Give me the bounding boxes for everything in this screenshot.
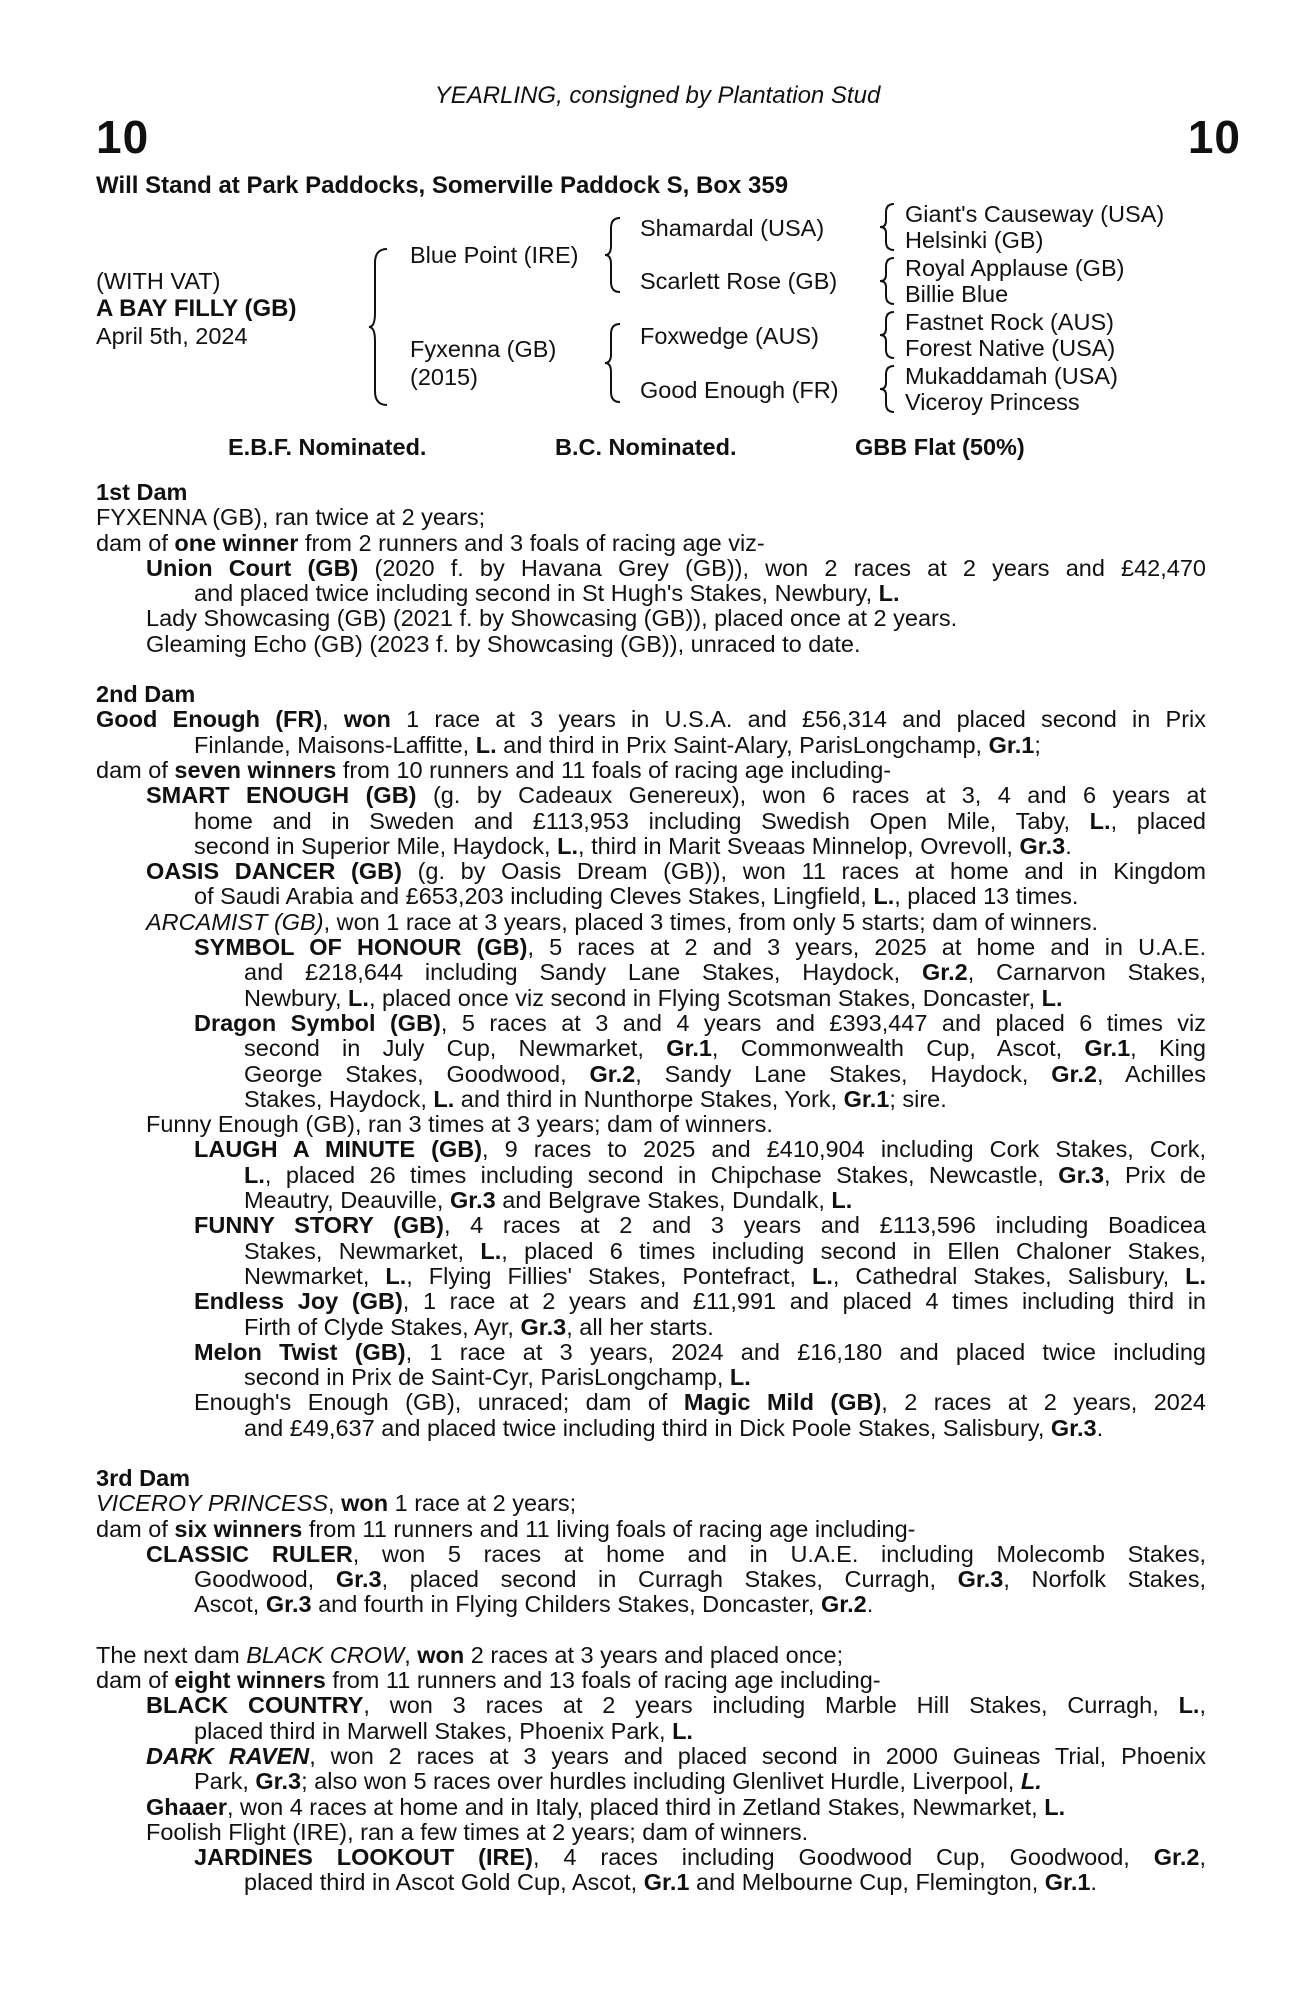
- stand-location: Will Stand at Park Paddocks, Somerville Paddock S, Box 359: [96, 172, 789, 199]
- dragon-symbol-entry: Dragon Symbol (GB), 5 races at 3 and 4 years and £393,447 and placed 6 times viz: [194, 1009, 1206, 1036]
- melon-twist-entry: Melon Twist (GB), 1 race at 3 years, 2024 and £16,180 and placed twice including: [194, 1338, 1206, 1365]
- brace-g4: [878, 364, 896, 414]
- great-granddam-2: Billie Blue: [905, 281, 1009, 307]
- foaling-date: April 5th, 2024: [96, 323, 248, 349]
- first-dam-heading: 1st Dam: [96, 479, 188, 505]
- symbol-of-honour-cont2: Newbury, L., placed once viz second in Flying Scotsman Stakes, Doncaster, L.: [244, 984, 1063, 1011]
- union-court-entry: Union Court (GB) (2020 f. by Havana Grey (GB)), won 2 races at 2 years and £42,470: [146, 554, 1206, 581]
- lot-number-left: 10: [96, 111, 150, 163]
- funny-story-cont2: Newmarket, L., Flying Fillies' Stakes, Pontefract, L., Cathedral Stakes, Salisbury, L.: [244, 1262, 1206, 1289]
- first-dam-line: FYXENNA (GB), ran twice at 2 years;: [96, 504, 486, 531]
- classic-ruler-cont2: Ascot, Gr.3 and fourth in Flying Childers Stakes, Doncaster, Gr.2.: [194, 1591, 874, 1618]
- dam-dam: Good Enough (FR): [640, 377, 839, 403]
- symbol-of-honour-entry: SYMBOL OF HONOUR (GB), 5 races at 2 and 3 years, 2025 at home and in U.A.E.: [194, 934, 1207, 961]
- horse-name: A BAY FILLY (GB): [96, 295, 297, 322]
- vat-label: (WITH VAT): [96, 268, 221, 294]
- classic-ruler-entry: CLASSIC RULER, won 5 races at home and in U.A.E. including Molecomb Stakes,: [146, 1540, 1206, 1567]
- funny-story-entry: FUNNY STORY (GB), 4 races at 2 and 3 years and £113,596 including Boadicea: [194, 1212, 1206, 1239]
- great-grandsire-4: Mukaddamah (USA): [905, 363, 1118, 389]
- dragon-symbol-cont3: Stakes, Haydock, L. and third in Nunthorpe Stakes, York, Gr.1; sire.: [244, 1085, 947, 1112]
- dam-sire: Foxwedge (AUS): [640, 323, 819, 349]
- foolish-flight-entry: Foolish Flight (IRE), ran a few times at 2 years; dam of winners.: [146, 1818, 809, 1845]
- black-country-cont: placed third in Marwell Stakes, Phoenix Park, L.: [194, 1717, 693, 1744]
- union-court-entry-cont: and placed twice including second in St Hugh's Stakes, Newbury, L.: [194, 580, 900, 607]
- produce-record: [96, 480, 1206, 1896]
- arcamist-entry: ARCAMIST (GB), won 1 race at 3 years, placed 3 times, from only 5 starts; dam of winners.: [146, 908, 1099, 935]
- melon-twist-cont: second in Prix de Saint-Cyr, ParisLongchamp, L.: [244, 1364, 751, 1391]
- next-dam-produce: dam of eight winners from 11 runners and 13 foals of racing age including-: [96, 1667, 881, 1694]
- brace-g3: [878, 310, 896, 360]
- next-dam-line: The next dam BLACK CROW, won 2 races at 3 years and placed once;: [96, 1641, 844, 1668]
- enoughs-enough-cont: and £49,637 and placed twice including third in Dick Poole Stakes, Salisbury, Gr.3.: [244, 1414, 1104, 1441]
- sire-sire: Shamardal (USA): [640, 215, 825, 241]
- oasis-dancer-entry: OASIS DANCER (GB) (g. by Oasis Dream (GB)), won 11 races at home and in Kingdom: [146, 858, 1206, 885]
- bc-nomination: B.C. Nominated.: [555, 434, 737, 460]
- brace-dam: [603, 322, 623, 404]
- lady-showcasing-entry: Lady Showcasing (GB) (2021 f. by Showcasing (GB)), placed once at 2 years.: [146, 605, 958, 632]
- gleaming-echo-entry: Gleaming Echo (GB) (2023 f. by Showcasing (GB)), unraced to date.: [146, 630, 861, 657]
- jardines-lookout-cont: placed third in Ascot Gold Cup, Ascot, Gr.1 and Melbourne Cup, Flemington, Gr.1.: [244, 1869, 1098, 1896]
- great-grandsire-3: Fastnet Rock (AUS): [905, 309, 1114, 335]
- endless-joy-cont: Firth of Clyde Stakes, Ayr, Gr.3, all her starts.: [244, 1313, 714, 1340]
- viceroy-princess-produce: dam of six winners from 11 runners and 11 living foals of racing age including-: [96, 1515, 916, 1542]
- black-country-entry: BLACK COUNTRY, won 3 races at 2 years including Marble Hill Stakes, Curragh, L.,: [146, 1692, 1206, 1719]
- classic-ruler-cont1: Goodwood, Gr.3, placed second in Curragh Stakes, Curragh, Gr.3, Norfolk Stakes,: [194, 1566, 1206, 1593]
- symbol-of-honour-cont1: and £218,644 including Sandy Lane Stakes, Haydock, Gr.2, Carnarvon Stakes,: [244, 959, 1207, 986]
- consignor-line: YEARLING, consigned by Plantation Stud: [434, 82, 881, 109]
- dragon-symbol-cont1: second in July Cup, Newmarket, Gr.1, Commonwealth Cup, Ascot, Gr.1, King: [244, 1035, 1206, 1062]
- gbb-flat: GBB Flat (50%): [855, 434, 1025, 460]
- dam-name: Fyxenna (GB): [410, 336, 557, 362]
- laugh-a-minute-entry: LAUGH A MINUTE (GB), 9 races to 2025 and £410,904 including Cork Stakes, Cork,: [194, 1136, 1206, 1163]
- great-granddam-3: Forest Native (USA): [905, 335, 1116, 361]
- great-grandsire-1: Giant's Causeway (USA): [905, 201, 1165, 227]
- smart-enough-cont2: second in Superior Mile, Haydock, L., third in Marit Sveaas Minnelop, Ovrevoll, Gr.3.: [194, 832, 1072, 859]
- funny-enough-entry: Funny Enough (GB), ran 3 times at 3 years; dam of winners.: [146, 1111, 773, 1138]
- great-granddam-1: Helsinki (GB): [905, 227, 1044, 253]
- great-granddam-4: Viceroy Princess: [905, 389, 1080, 415]
- sire-name: Blue Point (IRE): [410, 242, 579, 268]
- good-enough-produce: dam of seven winners from 10 runners and 11 foals of racing age including-: [96, 756, 892, 783]
- dark-raven-cont: Park, Gr.3; also won 5 races over hurdles including Glenlivet Hurdle, Liverpool, L.: [194, 1768, 1042, 1795]
- viceroy-princess-line: VICEROY PRINCESS, won 1 race at 2 years;: [96, 1490, 577, 1517]
- ghaaer-entry: Ghaaer, won 4 races at home and in Italy, placed third in Zetland Stakes, Newmarket, L.: [146, 1793, 1066, 1820]
- oasis-dancer-cont: of Saudi Arabia and £653,203 including Cleves Stakes, Lingfield, L., placed 13 times.: [194, 883, 1079, 910]
- dam-year: (2015): [410, 364, 478, 390]
- smart-enough-cont1: home and in Sweden and £113,953 including Swedish Open Mile, Taby, L., placed: [194, 807, 1207, 834]
- brace-g1: [878, 202, 896, 252]
- good-enough-line-cont: Finlande, Maisons-Laffitte, L. and third in Prix Saint-Alary, ParisLongchamp, Gr.1;: [194, 731, 1041, 758]
- laugh-a-minute-cont1: L., placed 26 times including second in Chipchase Stakes, Newcastle, Gr.3, Prix de: [244, 1161, 1207, 1188]
- good-enough-line: Good Enough (FR), won 1 race at 3 years in U.S.A. and £56,314 and placed second in Prix: [96, 706, 1206, 733]
- ebf-nomination: E.B.F. Nominated.: [228, 434, 427, 460]
- sire-dam: Scarlett Rose (GB): [640, 268, 838, 294]
- jardines-lookout-entry: JARDINES LOOKOUT (IRE), 4 races including Goodwood Cup, Goodwood, Gr.2,: [194, 1844, 1206, 1871]
- dark-raven-entry: DARK RAVEN, won 2 races at 3 years and placed second in 2000 Guineas Trial, Phoenix: [146, 1742, 1206, 1769]
- lot-number-right: 10: [1187, 111, 1241, 163]
- laugh-a-minute-cont2: Meautry, Deauville, Gr.3 and Belgrave Stakes, Dundalk, L.: [244, 1187, 853, 1214]
- third-dam-heading: 3rd Dam: [96, 1464, 191, 1491]
- dragon-symbol-cont2: George Stakes, Goodwood, Gr.2, Sandy Lane Stakes, Haydock, Gr.2, Achilles: [244, 1060, 1206, 1087]
- brace-sire: [603, 216, 623, 294]
- second-dam-heading: 2nd Dam: [96, 681, 196, 708]
- enoughs-enough-entry: Enough's Enough (GB), unraced; dam of Magic Mild (GB), 2 races at 2 years, 2024: [194, 1389, 1206, 1416]
- funny-story-cont1: Stakes, Newmarket, L., placed 6 times including second in Ellen Chaloner Stakes,: [244, 1237, 1207, 1264]
- brace-gen1: [367, 247, 391, 407]
- endless-joy-entry: Endless Joy (GB), 1 race at 2 years and £11,991 and placed 4 times including third in: [194, 1288, 1206, 1315]
- great-grandsire-2: Royal Applause (GB): [905, 255, 1125, 281]
- smart-enough-entry: SMART ENOUGH (GB) (g. by Cadeaux Genereux), won 6 races at 3, 4 and 6 years at: [146, 782, 1207, 809]
- first-dam-produce: dam of one winner from 2 runners and 3 foals of racing age viz-: [96, 529, 765, 556]
- brace-g2: [878, 256, 896, 306]
